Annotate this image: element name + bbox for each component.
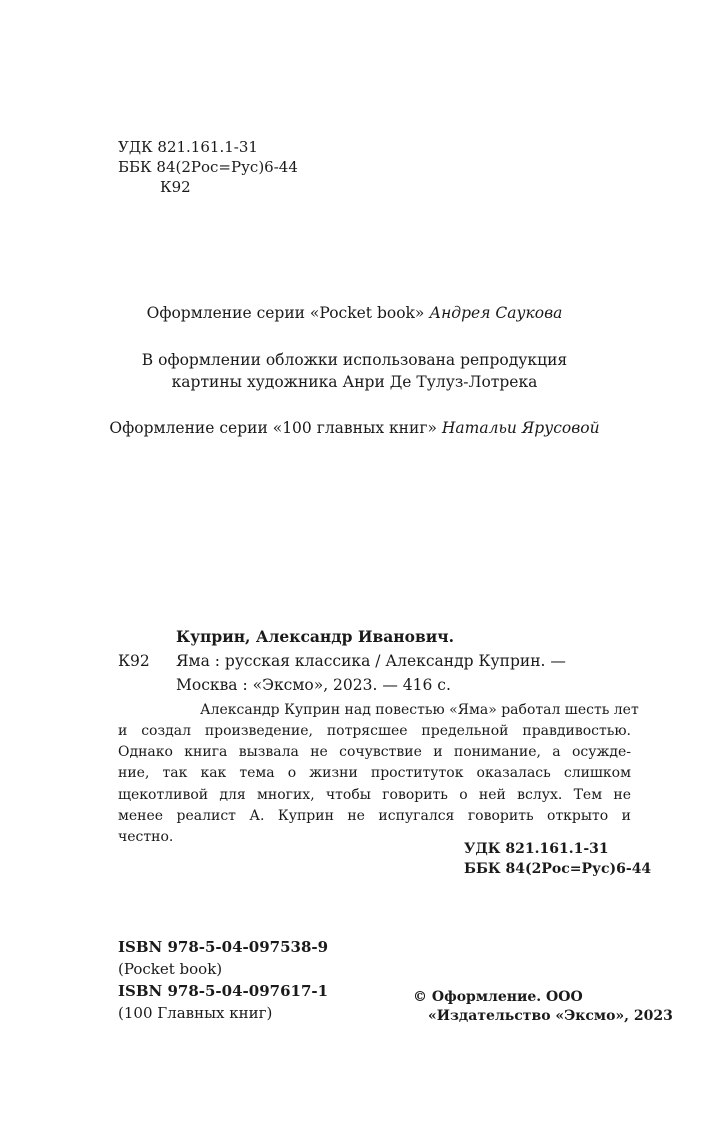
isbn-edition: (Pocket book) — [118, 960, 223, 978]
title-line1: Яма : русская классика / Александр Куприн. — — [176, 652, 566, 670]
author-mark: К92 — [118, 652, 150, 670]
series2-credit-text: Оформление серии «100 главных книг» — [109, 419, 437, 437]
isbn-number: ISBN 978-5-04-097538-9 — [118, 938, 329, 956]
udk-code: УДК 821.161.1-31 — [464, 841, 609, 857]
series-credit — [0, 303, 709, 323]
copyright-line1: © Оформление. ООО — [413, 989, 583, 1005]
series2-credit — [0, 418, 709, 438]
series-credit-text: Оформление серии «Pocket book» — [146, 304, 425, 322]
series-designer: Андрея Саукова — [429, 304, 563, 322]
cover-credit-line2: картины художника Анри Де Тулуз-Лотрека — [171, 373, 538, 391]
author-heading: Куприн, Александр Иванович. — [176, 627, 454, 646]
annotation-line: Александр Куприн над повестью «Яма» работал шесть лет — [200, 702, 639, 718]
isbn-number: ISBN 978-5-04-097617-1 — [118, 982, 329, 1000]
bbk-code-top: ББК 84(2Рос=Рус)6-44 — [118, 158, 298, 176]
bbk-code: ББК 84(2Рос=Рус)6-44 — [464, 861, 652, 877]
annotation-line: и создал произведение, потрясшее предельной правдивостью. — [118, 723, 631, 739]
isbn-edition: (100 Главных книг) — [118, 1004, 273, 1022]
udk-code-top: УДК 821.161.1-31 — [118, 138, 258, 156]
copyright-line2: «Издательство «Эксмо», 2023 — [428, 1008, 673, 1024]
annotation-line: щекотливой для многих, чтобы говорить о ней вслух. Тем не — [118, 787, 631, 803]
annotation-line: Однако книга вызвала не сочувствие и понимание, а осужде- — [118, 744, 631, 760]
title-line2: Москва : «Эксмо», 2023. — 416 с. — [176, 676, 451, 694]
author-mark-top: К92 — [160, 178, 191, 196]
cover-credit-line1: В оформлении обложки использована репродукция — [141, 351, 568, 369]
annotation-line: честно. — [118, 829, 174, 845]
annotation-line: менее реалист А. Куприн не испугался говорить открыто и — [118, 808, 631, 824]
annotation-line: ние, так как тема о жизни проституток оказалась слишком — [118, 765, 631, 781]
series2-designer: Натальи Ярусовой — [441, 419, 600, 437]
